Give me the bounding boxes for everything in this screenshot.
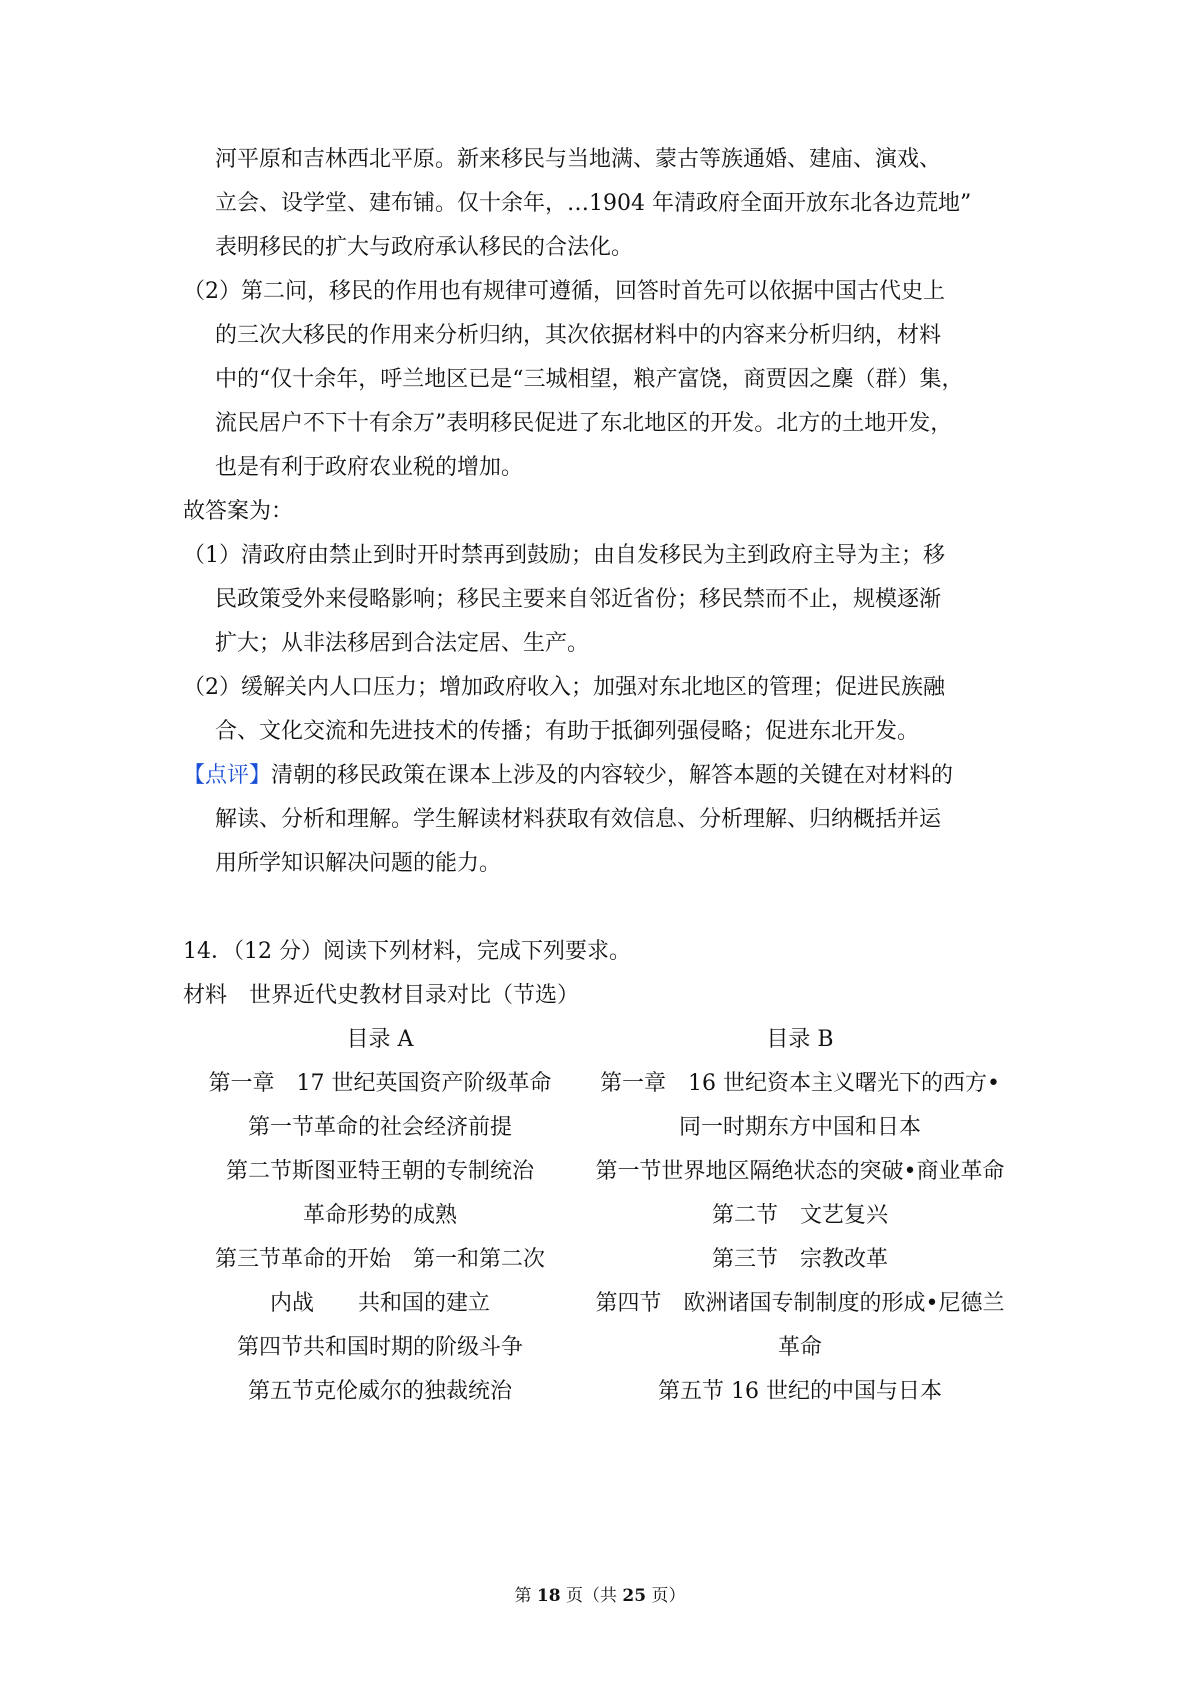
- catalog-a-line-5: 第三节革命的开始 第一和第二次: [214, 1247, 545, 1272]
- para2-line-4: 流民居户不下十有余万”表明移民促进了东北地区的开发。北方的土地开发，: [215, 411, 953, 436]
- footer-post: 页）: [651, 1586, 686, 1606]
- answer1-line-3: 扩大；从非法移居到合法定居、生产。: [215, 631, 590, 656]
- para-prev-line-2: 立会、设学堂、建布铺。仅十余年，…1904 年清政府全面开放东北各边荒地”: [215, 191, 972, 216]
- comment-tag: 【点评】: [183, 763, 272, 788]
- catalog-a-line-6: 内战 共和国的建立: [269, 1291, 490, 1316]
- catalog-b-heading: 目录 B: [766, 1027, 834, 1052]
- answer1-line-2: 民政策受外来侵略影响；移民主要来自邻近省份；移民禁而不止，规模逐渐: [215, 587, 942, 612]
- catalog-a-line-1: 第一章 17 世纪英国资产阶级革命: [208, 1071, 552, 1096]
- catalog-b-line-1: 第一章 16 世纪资本主义曙光下的西方•: [600, 1071, 1000, 1096]
- answer2-line-2: 合、文化交流和先进技术的传播；有助于抵御列强侵略；促进东北开发。: [215, 719, 920, 744]
- comment-line-3: 用所学知识解决问题的能力。: [215, 851, 502, 876]
- answer2-line-1: （2）缓解关内人口压力；增加政府收入；加强对东北地区的管理；促进民族融: [183, 675, 945, 700]
- catalog-a-line-4: 革命形势的成熟: [302, 1203, 457, 1228]
- page-footer: [0, 1584, 1200, 1608]
- para2-line-2: 的三次大移民的作用来分析归纳，其次依据材料中的内容来分析归纳，材料: [215, 323, 942, 348]
- catalog-b-line-4: 第二节 文艺复兴: [711, 1203, 888, 1228]
- para2-line-1: （2）第二问，移民的作用也有规律可遵循，回答时首先可以依据中国古代史上: [183, 279, 945, 304]
- catalog-a-line-3: 第二节斯图亚特王朝的专制统治: [225, 1159, 534, 1184]
- footer-total-pages: 25: [622, 1586, 647, 1606]
- para-prev-line-3: 表明移民的扩大与政府承认移民的合法化。: [215, 235, 634, 260]
- catalog-b-line-6: 第四节 欧洲诸国专制制度的形成•尼德兰: [595, 1291, 1005, 1316]
- answer-heading: 故答案为：: [183, 499, 294, 524]
- comment-line-2: 解读、分析和理解。学生解读材料获取有效信息、分析理解、归纳概括并运: [215, 807, 942, 832]
- catalog-b-line-7: 革命: [777, 1335, 822, 1360]
- comment-text-1: 清朝的移民政策在课本上涉及的内容较少，解答本题的关键在对材料的: [271, 763, 954, 788]
- catalog-a-heading: 目录 A: [346, 1027, 414, 1052]
- para2-line-5: 也是有利于政府农业税的增加。: [215, 455, 524, 480]
- material-heading: 材料 世界近代史教材目录对比（节选）: [183, 983, 580, 1008]
- catalog-b-line-3: 第一节世界地区隔绝状态的突破•商业革命: [595, 1159, 1005, 1184]
- catalog-a-line-8: 第五节克伦威尔的独裁统治: [247, 1379, 512, 1404]
- catalog-a-line-2: 第一节革命的社会经济前提: [247, 1115, 512, 1140]
- para-prev-line-1: 河平原和吉林西北平原。新来移民与当地满、蒙古等族通婚、建庙、演戏、: [215, 147, 942, 172]
- footer-pre: 第: [514, 1586, 532, 1606]
- answer1-line-1: （1）清政府由禁止到时开时禁再到鼓励；由自发移民为主到政府主导为主；移: [183, 543, 945, 568]
- catalog-b-line-5: 第三节 宗教改革: [711, 1247, 888, 1272]
- footer-page-number: 18: [536, 1586, 561, 1606]
- catalog-a-line-7: 第四节共和国时期的阶级斗争: [236, 1335, 523, 1360]
- comment-line-1: [183, 761, 953, 791]
- question-14-title: 14．（12 分）阅读下列材料，完成下列要求。: [183, 939, 631, 964]
- catalog-b-line-8: 第五节 16 世纪的中国与日本: [658, 1379, 942, 1404]
- para2-line-3: 中的“仅十余年，呼兰地区已是“三城相望，粮产富饶，商贾因之麇（群）集，: [215, 367, 964, 392]
- catalog-b-line-2: 同一时期东方中国和日本: [678, 1115, 921, 1140]
- footer-mid: 页（共: [566, 1586, 617, 1606]
